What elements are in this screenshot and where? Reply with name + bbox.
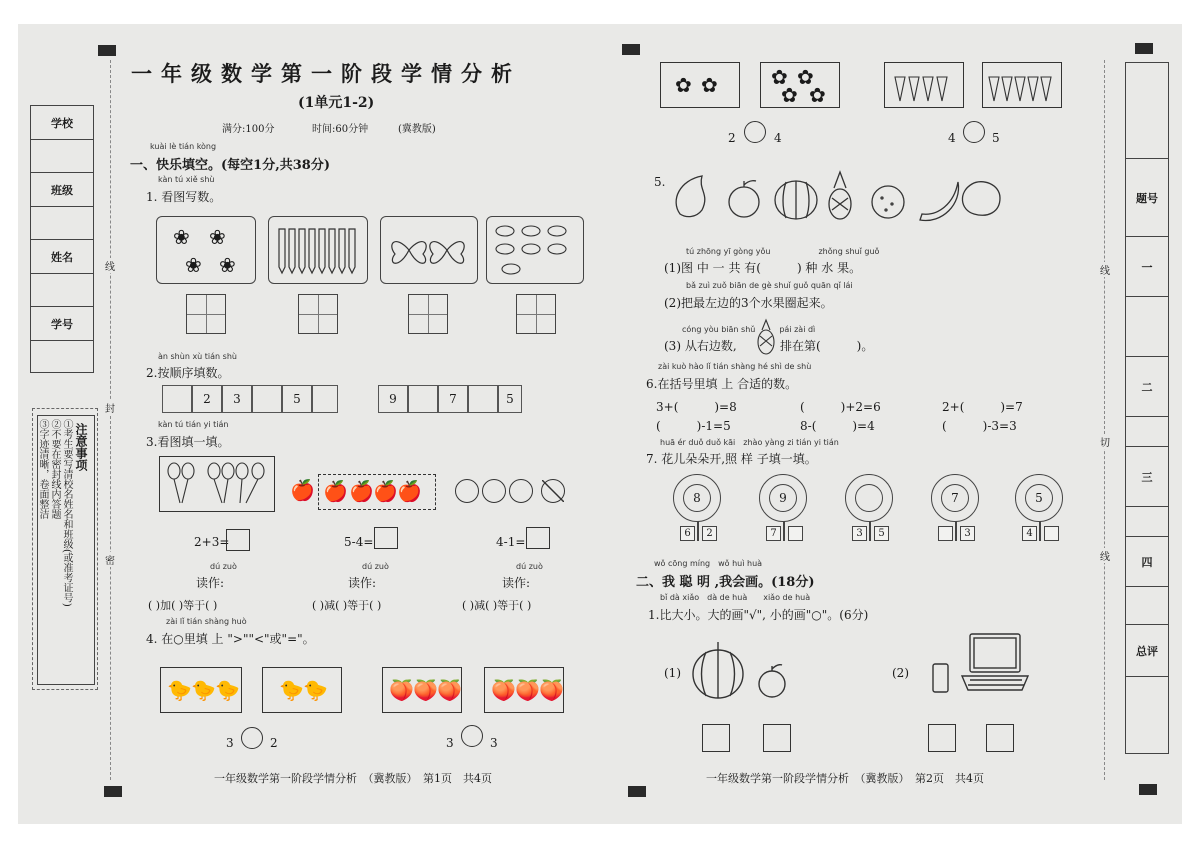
chick-icon: 🐤 <box>191 678 216 702</box>
butterfly-icon <box>381 217 477 283</box>
chick-icon: 🐤 <box>303 678 328 702</box>
pinyin: dú zuò <box>516 562 543 571</box>
flower-stem <box>869 521 871 541</box>
answer-grid[interactable] <box>516 294 556 334</box>
fill-sentence[interactable]: ( )减( )等于( ) <box>312 599 382 612</box>
picture-box-chicks <box>262 667 342 713</box>
pinyin: bǎ zuì zuǒ biān de gè shuǐ guǒ quān qǐ lái <box>686 281 853 290</box>
flower-left-leaf: 4 <box>1022 526 1037 541</box>
unit-label: (1单元1-2) <box>298 95 375 111</box>
circle-icon <box>455 479 479 503</box>
compare-label: (1) <box>664 666 681 680</box>
compare-number: 4 <box>948 131 956 145</box>
pineapple-icon <box>754 318 778 356</box>
flower-top-number: 9 <box>769 484 797 512</box>
flower-left-leaf: 3 <box>852 526 867 541</box>
q6-equation[interactable]: ( )-3=3 <box>942 419 1017 433</box>
seal-line <box>1104 60 1105 780</box>
section1-heading: 一、快乐填空。(每空1分,共38分) <box>130 158 330 173</box>
star-icon: ✿ <box>771 65 788 89</box>
page-footer: 一年级数学第一阶段学情分析 （冀教版） 第1页 共4页 <box>214 772 492 785</box>
picture-box-balloons <box>159 456 275 512</box>
mark-box[interactable] <box>928 724 956 752</box>
compare-number: 3 <box>226 736 234 750</box>
flower-icon: ❀ <box>219 253 236 277</box>
picture-box-fish <box>486 216 584 284</box>
mark-box[interactable] <box>702 724 730 752</box>
flower-right-leaf: 3 <box>960 526 975 541</box>
compare-circle[interactable] <box>963 121 985 143</box>
field-name-input[interactable] <box>31 274 93 307</box>
seal-mark: 封 <box>105 400 115 415</box>
pinyin: àn shùn xù tián shù <box>158 352 237 361</box>
chick-icon: 🐤 <box>167 678 192 702</box>
equation: 2+3= <box>194 535 230 549</box>
field-class-input[interactable] <box>31 207 93 240</box>
pinyin: kuài lè tián kòng <box>150 142 217 151</box>
sequence-cell: 7 <box>438 385 468 413</box>
answer-box[interactable] <box>374 527 398 549</box>
answer-box[interactable] <box>526 527 550 549</box>
sequence-cell: 9 <box>378 385 408 413</box>
notice-item: ③字迹清晰，卷面整洁 <box>37 419 48 519</box>
page-title: 一年级数学第一阶段学情分析 <box>131 61 521 86</box>
peach-icon: 🍑 <box>539 678 564 702</box>
sequence-cell[interactable] <box>312 385 338 413</box>
mark-box[interactable] <box>986 724 1014 752</box>
pinyin: dú zuò <box>210 562 237 571</box>
pinyin: wǒ cōng míng wǒ huì huà <box>654 559 763 568</box>
star-icon: ✿ <box>781 83 798 107</box>
flower-right-leaf: 5 <box>874 526 889 541</box>
flower-icon: ❀ <box>173 225 190 249</box>
notice-title: 注意事项 <box>74 423 88 471</box>
flower-top-number: 5 <box>1025 484 1053 512</box>
number-flower <box>673 474 721 522</box>
sequence-cell[interactable] <box>468 385 498 413</box>
compare-circle[interactable] <box>241 727 263 749</box>
flower-left-leaf: 7 <box>766 526 781 541</box>
notice-box <box>32 408 98 690</box>
compare-label: (2) <box>892 666 909 680</box>
fish-icon <box>487 217 583 283</box>
picture-box-apples <box>318 474 436 510</box>
pinyin: tú zhōng yī gòng yǒu zhǒng shuǐ guǒ <box>686 247 880 256</box>
picture-box-butterflies <box>380 216 478 284</box>
q5-number: 5. <box>654 175 666 189</box>
picture-box-carrots <box>982 62 1062 108</box>
flower-stem <box>783 521 785 541</box>
score-table <box>1125 62 1169 754</box>
circle-icon <box>509 479 533 503</box>
registration-mark <box>1139 784 1157 795</box>
notice-item: ②不要在密封线内答题 <box>49 419 60 519</box>
star-icon: ✿ <box>797 65 814 89</box>
peach-icon: 🍑 <box>515 678 540 702</box>
q5-line2: (2)把最左边的3个水果圈起来。 <box>664 296 833 310</box>
q6-equation[interactable]: ( )-1=5 <box>656 419 731 433</box>
read-label: 读作: <box>196 576 225 590</box>
seal-mark: 线 <box>105 258 115 273</box>
sequence-cell: 5 <box>498 385 522 413</box>
score-cell[interactable] <box>1126 677 1168 751</box>
score-header: 总评 <box>1126 625 1168 677</box>
compare-circle[interactable] <box>461 725 483 747</box>
registration-mark <box>98 45 116 56</box>
q5-line1[interactable]: (1)图 中 一 共 有( ) 种 水 果。 <box>664 261 862 275</box>
flower-top-number[interactable] <box>855 484 883 512</box>
time-label: 时间:60分钟 <box>312 124 369 135</box>
q6-equation[interactable]: 3+( )=8 <box>656 400 737 414</box>
pinyin: zài kuò hào lǐ tián shàng hé shì de shù <box>658 362 812 371</box>
equation: 5-4= <box>344 535 374 549</box>
balloon-icon <box>160 457 274 511</box>
apple-icon: 🍎 <box>349 479 374 503</box>
star-icon: ✿ <box>809 83 826 107</box>
answer-grid[interactable] <box>186 294 226 334</box>
pinyin: kàn tú xiě shù <box>158 175 215 184</box>
page-footer: 一年级数学第一阶段学情分析 （冀教版） 第2页 共4页 <box>706 772 984 785</box>
equation: 4-1= <box>496 535 526 549</box>
q7-text: 7. 花儿朵朵开,照 样 子填一填。 <box>646 452 817 466</box>
flower-icon: ❀ <box>185 253 202 277</box>
flower-right-leaf[interactable] <box>788 526 803 541</box>
field-id-label: 学号 <box>31 307 93 341</box>
compare-number: 3 <box>490 736 498 750</box>
phone-laptop-icon <box>930 630 1030 696</box>
picture-box-peaches <box>484 667 564 713</box>
picture-box-stars <box>760 62 840 108</box>
sequence-cell: 3 <box>222 385 252 413</box>
pinyin: cóng yòu biān shǔ pái zài dì <box>682 325 816 334</box>
score-cell[interactable] <box>1126 417 1168 447</box>
watermelon-apple-icon <box>690 636 800 702</box>
carrot-icon <box>885 63 963 107</box>
carrot-icon <box>983 63 1061 107</box>
apple-icon: 🍎 <box>373 479 398 503</box>
number-flower <box>845 474 893 522</box>
compare-number: 4 <box>774 131 782 145</box>
fill-sentence[interactable]: ( )减( )等于( ) <box>462 599 532 612</box>
peach-icon: 🍑 <box>389 678 414 702</box>
q3-text: 3.看图填一填。 <box>146 435 230 449</box>
compare-circle[interactable] <box>744 121 766 143</box>
field-name-label: 姓名 <box>31 240 93 274</box>
compare-number: 3 <box>446 736 454 750</box>
score-label: 满分:100分 <box>222 124 275 135</box>
apple-icon: 🍎 <box>323 479 348 503</box>
registration-mark <box>104 786 122 797</box>
pinyin: bǐ dà xiǎo dà de huà xiǎo de huà <box>660 593 811 602</box>
number-flower <box>931 474 979 522</box>
score-cell[interactable] <box>1126 507 1168 537</box>
score-header: 题号 <box>1126 159 1168 237</box>
student-info-box <box>30 105 94 373</box>
star-icon: ✿ <box>701 73 718 97</box>
number-flower <box>1015 474 1063 522</box>
number-flower <box>759 474 807 522</box>
chick-icon: 🐤 <box>279 678 304 702</box>
apple-icon: 🍎 <box>290 478 315 502</box>
pencils-icon <box>269 217 367 283</box>
q2-text: 2.按顺序填数。 <box>146 366 230 380</box>
answer-grid[interactable] <box>408 294 448 334</box>
seal-mark: 线 <box>1100 262 1110 277</box>
flower-right-leaf[interactable] <box>1044 526 1059 541</box>
q6-equation[interactable]: 2+( )=7 <box>942 400 1023 414</box>
mark-box[interactable] <box>763 724 791 752</box>
peach-icon: 🍑 <box>491 678 516 702</box>
q5-line3b[interactable]: 排在第( )。 <box>780 339 874 353</box>
q4-text: 4. 在○里填 上 ">""<"或"="。 <box>146 632 315 646</box>
sequence-cell[interactable] <box>252 385 282 413</box>
q6-text: 6.在括号里填 上 合适的数。 <box>646 377 798 391</box>
notice-item: ①考生要写清校名姓名和班级(或准考证号) <box>61 419 72 607</box>
sequence-cell: 2 <box>192 385 222 413</box>
crossed-circle-icon <box>541 479 565 503</box>
score-table-blank <box>1126 63 1168 159</box>
q6-equation[interactable]: 8-( )=4 <box>800 419 875 433</box>
score-header: 一 <box>1126 237 1168 297</box>
flower-left-leaf[interactable] <box>938 526 953 541</box>
seal-line <box>110 60 111 780</box>
picture-box-flowers <box>156 216 256 284</box>
registration-mark <box>1135 43 1153 54</box>
compare-number: 5 <box>992 131 1000 145</box>
section2-heading: 二、我 聪 明 ,我会画。(18分) <box>636 575 815 590</box>
peach-icon: 🍑 <box>413 678 438 702</box>
picture-box-stars <box>660 62 740 108</box>
fill-sentence[interactable]: ( )加( )等于( ) <box>148 599 218 612</box>
picture-box-peaches <box>382 667 462 713</box>
sequence-cell[interactable] <box>408 385 438 413</box>
peach-icon: 🍑 <box>437 678 462 702</box>
pinyin: huā ér duǒ duǒ kāi zhào yàng zi tián yi tián <box>660 438 839 447</box>
flower-left-leaf: 6 <box>680 526 695 541</box>
picture-box-pencils <box>268 216 368 284</box>
flower-icon: ❀ <box>209 225 226 249</box>
q2-1-text: 1.比大小。大的画"√", 小的画"○"。(6分) <box>648 608 869 622</box>
edition-label: (冀教版) <box>398 124 436 135</box>
flower-stem <box>1039 521 1041 541</box>
flower-right-leaf: 2 <box>702 526 717 541</box>
compare-number: 2 <box>728 131 736 145</box>
answer-box[interactable] <box>226 529 250 551</box>
score-cell[interactable] <box>1126 587 1168 625</box>
flower-stem <box>697 521 699 541</box>
seal-mark: 线 <box>1100 548 1110 563</box>
sequence-cell: 5 <box>282 385 312 413</box>
score-cell[interactable] <box>1126 297 1168 357</box>
q6-equation[interactable]: ( )+2=6 <box>800 400 881 414</box>
sequence-cell[interactable] <box>162 385 192 413</box>
seal-mark: 密 <box>105 552 115 567</box>
seal-mark: 切 <box>1100 434 1110 449</box>
field-id-input[interactable] <box>31 341 93 372</box>
read-label: 读作: <box>502 576 531 590</box>
read-label: 读作: <box>348 576 377 590</box>
strike-icon <box>542 480 564 502</box>
registration-mark <box>622 44 640 55</box>
q5-line3a: (3) 从右边数, <box>664 339 737 353</box>
field-class-label: 班级 <box>31 173 93 207</box>
score-header: 二 <box>1126 357 1168 417</box>
field-school-label: 学校 <box>31 106 93 140</box>
apple-icon: 🍎 <box>397 479 422 503</box>
star-icon: ✿ <box>675 73 692 97</box>
flower-top-number: 7 <box>941 484 969 512</box>
answer-grid[interactable] <box>298 294 338 334</box>
flower-stem <box>955 521 957 541</box>
score-header: 四 <box>1126 537 1168 587</box>
picture-box-chicks <box>160 667 242 713</box>
circle-icon <box>482 479 506 503</box>
pinyin: dú zuò <box>362 562 389 571</box>
field-school-input[interactable] <box>31 140 93 173</box>
q1-text: 1. 看图写数。 <box>146 190 222 204</box>
pinyin: zài lǐ tián shàng huò <box>166 617 247 626</box>
compare-number: 2 <box>270 736 278 750</box>
score-header: 三 <box>1126 447 1168 507</box>
picture-box-carrots <box>884 62 964 108</box>
chick-icon: 🐤 <box>215 678 240 702</box>
flower-top-number: 8 <box>683 484 711 512</box>
fruits-row <box>668 168 1018 224</box>
pinyin: kàn tú tián yi tián <box>158 420 229 429</box>
registration-mark <box>628 786 646 797</box>
